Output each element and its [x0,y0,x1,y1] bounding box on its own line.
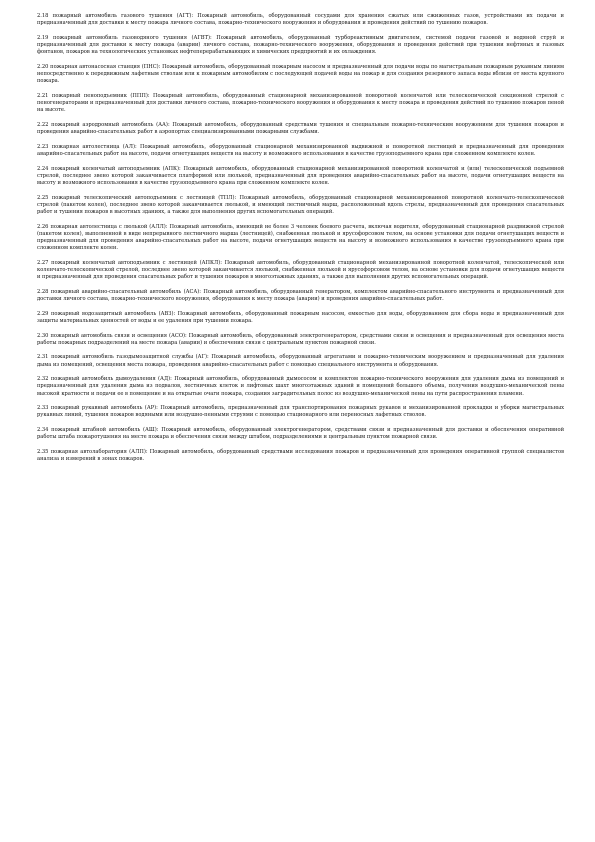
term-2-27 [37,260,564,282]
term-text: пожарная автолестница с люлькой (АЛЛ): Пожарный автомобиль, имеющий не более 3 человек боевого расчета, включая водителя, оборудованный стационарной раздвижной стрелой (пакетом колен), выполненной в виде непрерывного лестничного марша (лестницей), снабженная люлькой и ярусофорсовом телом, на основе установки для подачи огнетушащих веществ и предназначенный для проведения аварийно-спасательных работ на высоте, подачи огнетушащих веществ на высоту и возможного использования в качестве грузоподъемного крана при сложенном комплекте колен. [37,223,565,252]
term-text: пожарный аэродромный автомобиль (АА): Пожарный автомобиль, оборудованный средствами тушения и специальным пожарно-техническим вооружением для тушения пожаров и проведения аварийно-спасательных работ в аэропортах специализированными пожарными службами. [37,121,564,136]
term-2-35 [37,449,564,464]
term-number: 2.35 [37,448,49,455]
term-text: пожарный телескопический автоподъемник с лестницей (ТПЛ): Пожарный автомобиль, оборудованный стационарной механизированной поворотной коленчато-телескопической стрелой (пакетом колен), последнее звено которой заканчивается люлькой, и имеющий лестничный марш, расположенный вдоль стрелы, предназначенный для проведения спасательных работ и тушения пожаров в высотных зданиях, а также для выполнения других вспомогательных операций. [37,194,564,216]
term-text: пожарный водозащитный автомобиль (АВЗ): Пожарный автомобиль, оборудованный пожарным насосом, емкостью для воды, оборудованием для сбора воды и предназначенный для защиты материальных ценностей от воды и ее удаления при тушении пожара. [37,310,565,325]
term-number: 2.33 [37,405,49,412]
term-text: пожарный автомобиль дымоудаления (АД): Пожарный автомобиль, оборудованный дымососом и комплектом пожарно-технического вооружения для удаления дыма из помещений и предназначенный для удаления дыма из подвалов, лестничных клеток и лифтовых шахт многоэтажных зданий и помещений большого объема, получения воздушно-механической пены высокой кратности и подачи ее в помещение и на открытые очаги пожара, создания заградительных полос из воздушно-механической пены на пути распространения пламени. [37,376,564,397]
term-2-26 [37,224,564,253]
term-number: 2.27 [37,259,49,266]
term-number: 2.29 [37,310,49,317]
term-text: пожарный коленчатый автоподъемник с лестницей (АПКЛ): Пожарный автомобиль, оборудованный стационарной механизированной поворотной коленчатой, телескопической или коленчато-телескопической стрелой, последнее звено которой заканчивается люлькой, снабженная люлькой и ярусофорсовом телом, на основе установки для подачи огнетушащих веществ и предназначенный для проведения спасательных работ и тушения пожаров в многоэтажных зданиях, а также для выполнения других вспомогательных операций. [37,259,564,281]
term-2-32 [37,376,564,398]
term-2-28 [37,289,564,304]
term-text: пожарный коленчатый автоподъемник (АПК): Пожарный автомобиль, оборудованный стационарной механизированной поворотной коленчатой и (или) телескопической подъемной стрелой, последнее звено которой заканчивается платформой или люлькой, предназначенный для проведения аварийно-спасательных работ на высоте, подачи огнетушащих веществ на высоту и возможного использования в качестве грузоподъемного крана при сложенном комплекте колен. [37,165,565,187]
term-text: пожарный аварийно-спасательный автомобиль (АСА): Пожарный автомобиль, оборудованный генератором, комплектом аварийно-спасательного инструмента и предназначенный для доставки личного состава, пожарно-технического вооружения, оборудования к месту пожара (аварии) и проведения аварийно-спасательных работ. [37,288,564,303]
term-2-25 [37,195,564,217]
term-text: пожарный пеноподъемник (ППП): Пожарный автомобиль, оборудованный стационарной механизированной поворотной коленчатой или телескопической секционной стрелой с пеногенераторами и предназначенный для доставки личного состава, пожарно-технического вооружения и оборудования к месту пожара и проведения действий по тушению пожаров пеной на высоте. [37,92,564,114]
term-text: пожарная автонасосная станция (ПНС): Пожарный автомобиль, оборудованный пожарным насосом и предназначенный для подачи воды по магистральным пожарным рукавным линиям непосредственно к передвижным лафетным стволам или к пожарным автомобилям с последующей подачей воды на пожар и для создания резервного запаса воды вблизи от места крупного пожара. [37,63,565,85]
term-text: пожарная автолаборатория (АЛП): Пожарный автомобиль, оборудованный средствами исследования пожаров и предназначенный для проведения оперативной группой специалистов анализа и измерений в зонах пожаров. [37,448,564,463]
term-2-34 [37,427,564,442]
term-2-33 [37,405,564,420]
term-number: 2.24 [37,165,49,172]
term-number: 2.22 [37,121,49,128]
term-number: 2.31 [37,354,49,361]
document-page [37,13,564,471]
term-number: 2.30 [37,332,49,339]
term-text: пожарный автомобиль газового тушения (АГТ): Пожарный автомобиль, оборудованный сосудами для хранения сжатых или сжиженных газов, устройствами их подачи и предназначенный для доставки к месту пожара личного состава, пожарно-технического вооружения и оборудования и проведения действий по тушению пожаров. [37,13,564,27]
term-2-21 [37,93,564,115]
term-text: пожарный штабной автомобиль (АШ): Пожарный автомобиль, оборудованный электрогенератором, средствами связи и предназначенный для доставки и обеспечения оперативной работы штаба пожаротушения на месте пожара и обеспечения связи между штабом, подразделениями и центральным пунктом пожарной связи. [37,427,564,441]
term-2-19 [37,35,564,57]
term-2-20 [37,64,564,86]
term-number: 2.32 [37,376,49,383]
term-2-18 [37,13,564,28]
term-number: 2.21 [37,92,49,99]
term-text: пожарная автолестница (АЛ): Пожарный автомобиль, оборудованный стационарной механизированной выдвижной и поворотной лестницей и предназначенный для проведения аварийно-спасательных работ на высоте, подачи огнетушащих веществ на высоту и возможного использования в качестве грузоподъемного крана при сложенном комплекте колен. [37,143,564,157]
term-2-23 [37,144,564,159]
term-number: 2.23 [37,143,49,150]
term-text: пожарный автомобиль газодымозащитной службы (АГ): Пожарный автомобиль, оборудованный агрегатами и пожарно-техническим вооружением и предназначенный для удаления дыма из помещений, освещения места пожара, проведения аварийно-спасательных работ с помощью специального инструмента и оборудования. [37,354,564,368]
term-number: 2.34 [37,427,49,433]
term-number: 2.19 [37,34,49,41]
term-text: пожарный автомобиль газоводяного тушения (АГВТ): Пожарный автомобиль, оборудованный турбореактивным двигателем, системой подачи газовой и водяной струй и предназначенный для доставки к месту пожара (аварии) личного состава, пожарно-технического вооружения, оборудования и проведения действий при тушении нефтяных и газовых фонтанов, пожаров на технологических установках нефтеперерабатывающих и химических предприятий и их охлаждения. [37,34,564,56]
term-number: 2.25 [37,194,49,201]
term-2-31 [37,354,564,369]
term-2-30 [37,333,564,348]
term-2-22 [37,122,564,137]
term-number: 2.26 [37,223,49,230]
term-text: пожарный автомобиль связи и освещения (АСО): Пожарный автомобиль, оборудованный электрогенератором, средствами связи и освещения и предназначенный для освещения места работы пожарных подразделений на месте пожара (аварии) и обеспечения связи с центральным пунктом пожарной связи. [37,332,564,346]
term-number: 2.20 [37,63,49,70]
term-text: пожарный рукавный автомобиль (АР): Пожарный автомобиль, предназначенный для транспортирования пожарных рукавов и механизированной прокладки и уборки магистральных рукавных линий, тушения пожаров водяными или воздушно-пенными струями с помощью стационарного или переносных лафетных стволов. [37,405,564,419]
term-2-29 [37,311,564,326]
term-2-24 [37,166,564,188]
term-number: 2.18 [37,13,49,19]
term-number: 2.28 [37,288,49,295]
